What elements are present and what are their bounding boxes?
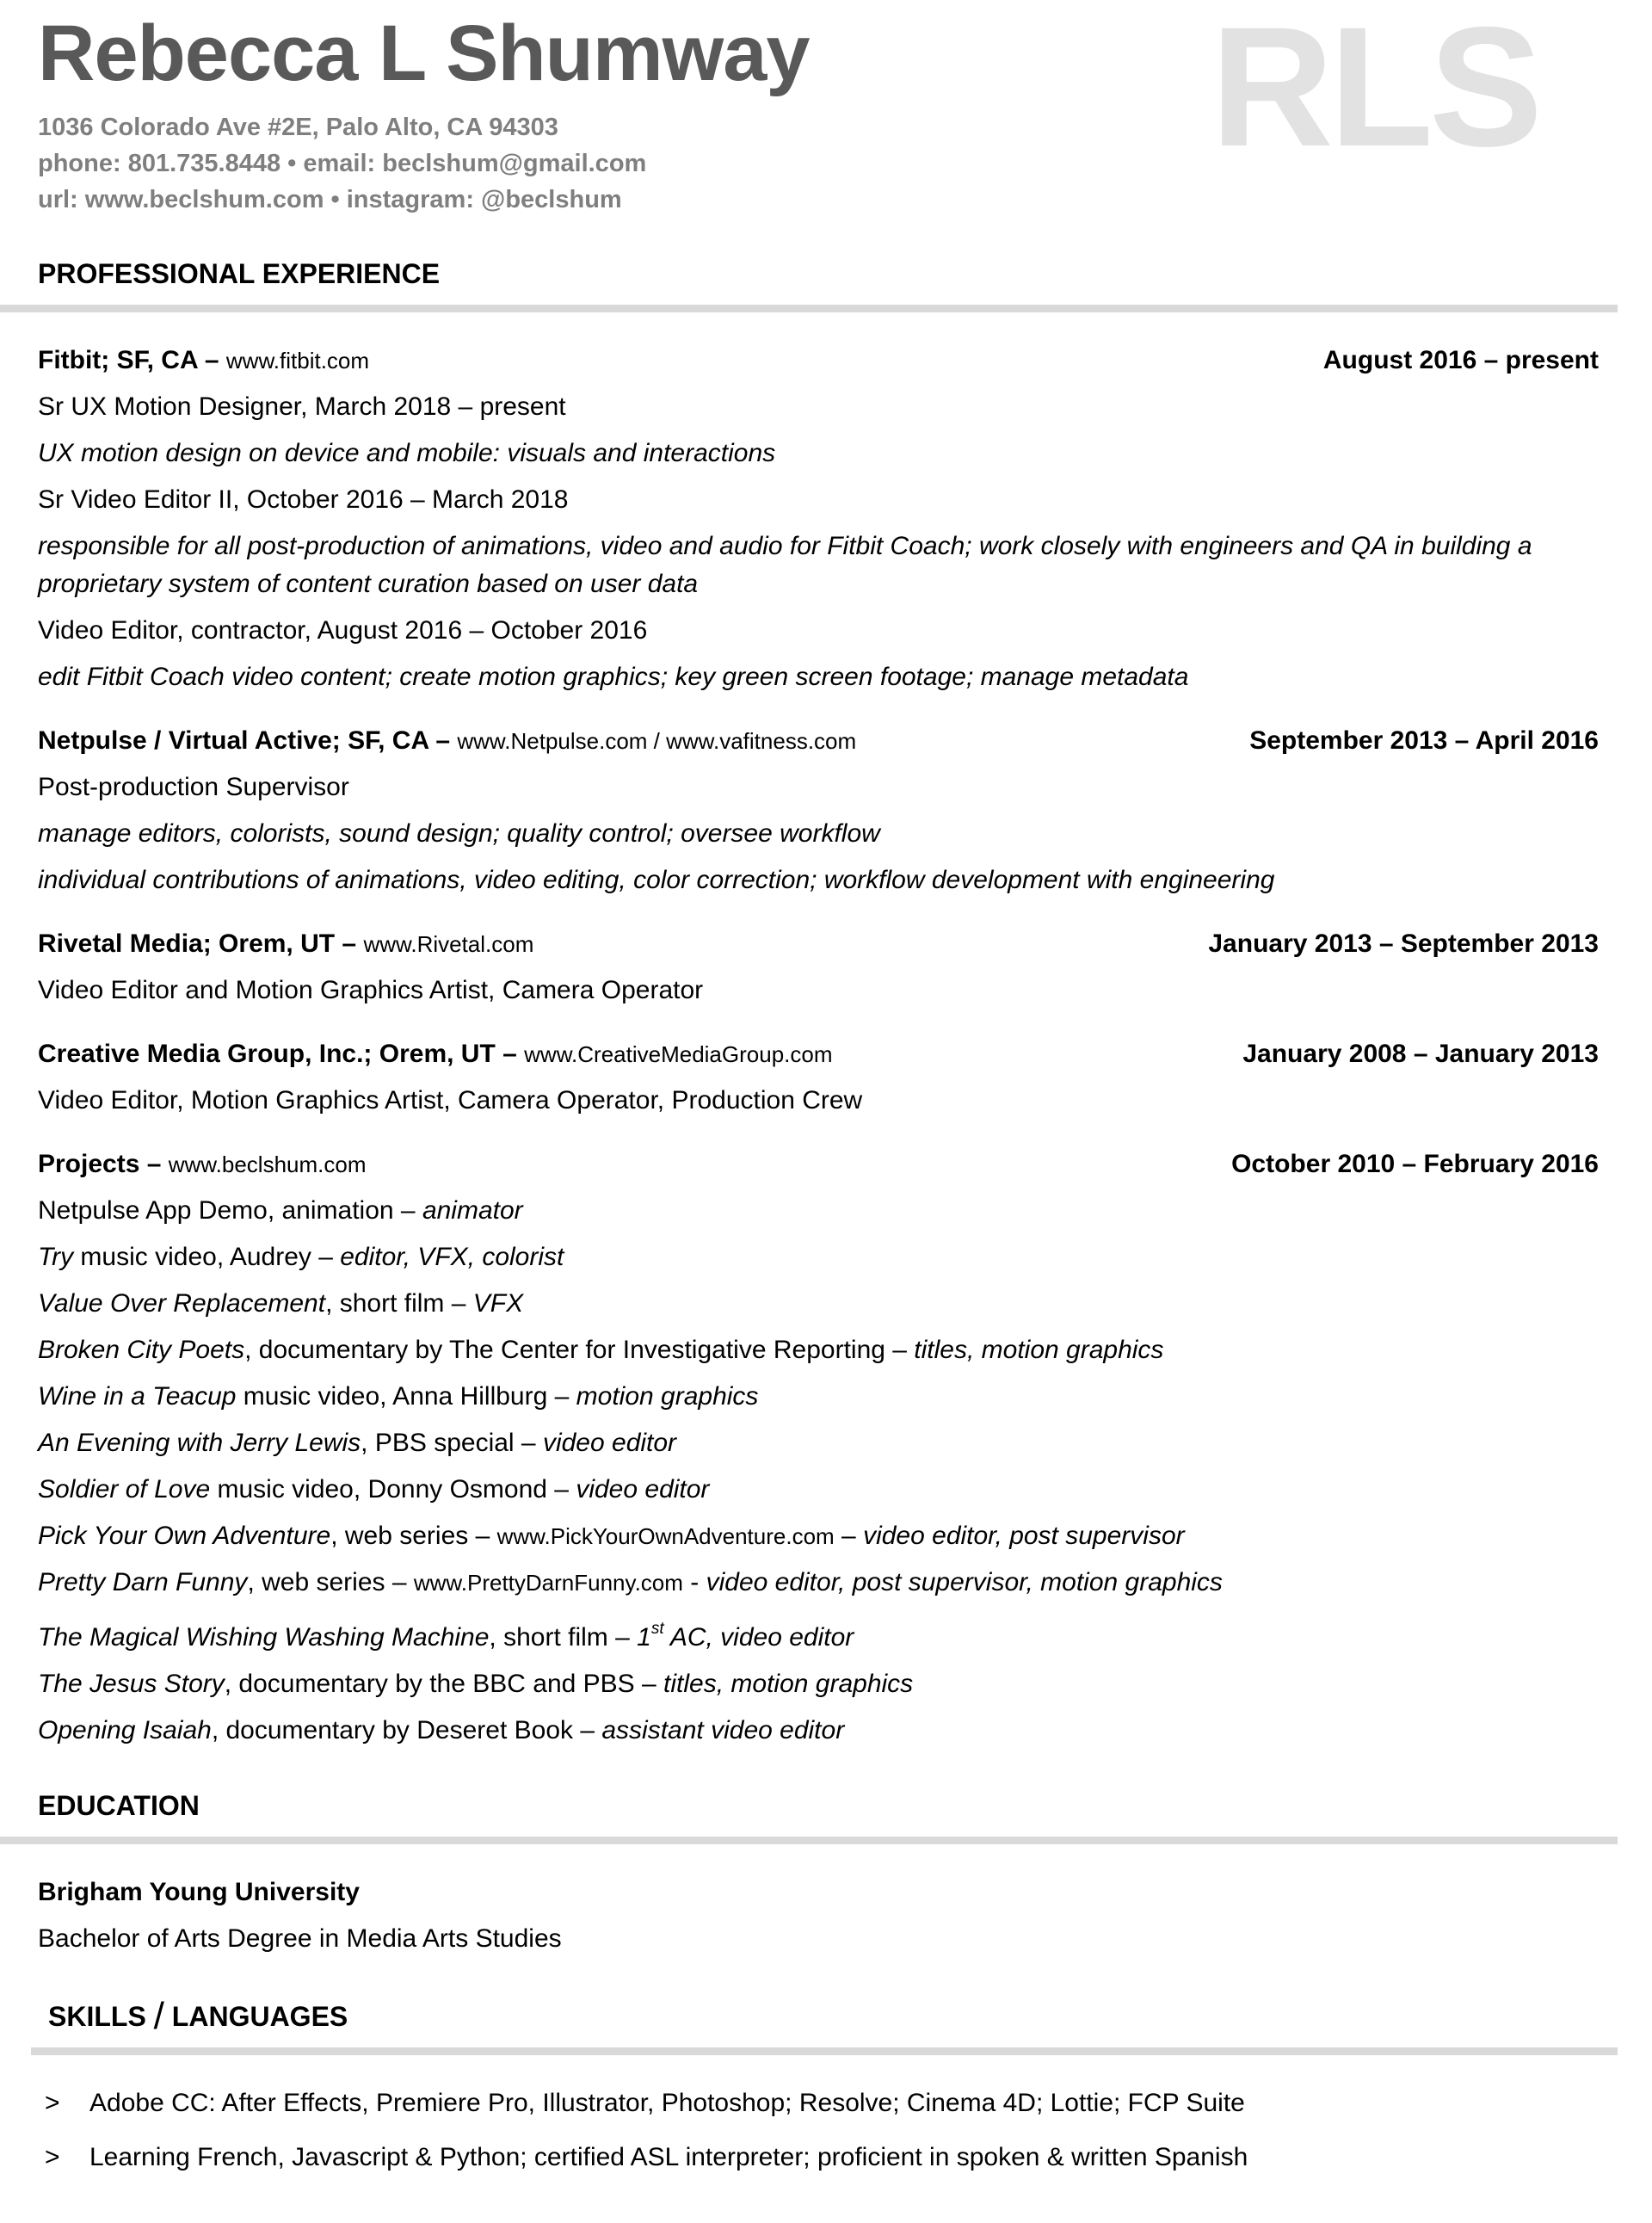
section-education [38, 1789, 1618, 1958]
text-segment: video editor [542, 1428, 677, 1457]
resume-line [38, 528, 1587, 603]
contact-url-instagram: url: www.beclshum.com • instagram: @beclshum [38, 185, 622, 213]
text-segment: - [682, 1567, 706, 1596]
text-segment: SKILLS [48, 2000, 154, 2032]
text-segment: www.CreativeMediaGroup.com [524, 1040, 833, 1067]
section-divider [0, 1837, 1618, 1844]
resume-line [38, 1665, 1587, 1703]
text-segment: Bachelor of Arts Degree in Media Arts Studies [38, 1924, 562, 1953]
resume-line [38, 815, 1587, 853]
text-segment: music video, Audrey – [73, 1242, 341, 1271]
text-segment: Sr UX Motion Designer, March 2018 – present [38, 392, 566, 421]
text-segment: , short film – [489, 1622, 638, 1652]
resume-entry [38, 722, 1618, 899]
text-segment: individual contributions of animations, video editing, color correction; workflow development with engineering [38, 865, 1275, 894]
text-segment: Creative Media Group, Inc.; Orem, UT – [38, 1039, 525, 1068]
text-segment: Video Editor and Motion Graphics Artist, Camera Operator [38, 975, 704, 1004]
entry-dates: January 2008 – January 2013 [1242, 1039, 1599, 1068]
text-segment: editor, VFX, colorist [340, 1242, 564, 1271]
text-segment: www.Netpulse.com / www.vafitness.com [457, 727, 857, 754]
text-segment: AC, video editor [663, 1622, 854, 1652]
section-divider [0, 305, 1618, 312]
resume-line [38, 481, 1587, 519]
section-heading [38, 1789, 1618, 1822]
text-segment: The Jesus Story [38, 1669, 225, 1698]
entry-company [38, 925, 533, 963]
text-segment: Sr Video Editor II, October 2016 – March 2018 [38, 485, 569, 514]
text-segment: EDUCATION [38, 1789, 200, 1821]
text-segment: video editor, post supervisor [863, 1521, 1185, 1550]
section-skills-languages [38, 1994, 1618, 2177]
text-segment: responsible for all post-production of animations, video and audio for Fitbit Coach; work closely with engineers and QA in building a proprietary system of content curation based on user data [38, 531, 1532, 598]
text-segment: assistant video editor [601, 1715, 845, 1744]
section-heading [38, 257, 1618, 290]
text-segment: , web series – [247, 1567, 414, 1596]
text-segment: www.PickYourOwnAdventure.com [496, 1522, 835, 1549]
text-segment: edit Fitbit Coach video content; create motion graphics; key green screen footage; manage metadata [38, 662, 1189, 691]
resume-line [38, 1564, 1587, 1602]
resume-entry [38, 1145, 1618, 1750]
entry-company [38, 342, 369, 380]
entry-header [38, 722, 1618, 760]
entry-company [38, 1874, 360, 1911]
resume-line [38, 1331, 1587, 1369]
text-segment: Soldier of Love [38, 1474, 211, 1504]
text-segment: The Magical Wishing Washing Machine [38, 1622, 490, 1652]
section-entries [38, 2084, 1618, 2177]
entry-company [38, 722, 856, 760]
resume-line [38, 1378, 1587, 1416]
text-segment: , short film – [325, 1288, 473, 1318]
resume-entry [38, 1035, 1618, 1120]
entry-dates: October 2010 – February 2016 [1231, 1149, 1599, 1178]
text-segment: motion graphics [576, 1381, 759, 1411]
resume-line [38, 658, 1587, 696]
text-segment: Post-production Supervisor [38, 772, 349, 801]
monogram-watermark: RLS [1211, 0, 1538, 182]
resume-line [38, 1238, 1587, 1276]
bullet-glyph: > [45, 2088, 60, 2117]
resume-entry [38, 925, 1618, 1010]
text-segment: Value Over Replacement [38, 1288, 326, 1318]
text-segment: Opening Isaiah [38, 1715, 212, 1744]
entry-company [38, 1035, 833, 1073]
text-segment: / [153, 1994, 164, 2037]
text-segment: PROFESSIONAL EXPERIENCE [38, 257, 441, 289]
text-segment: animator [422, 1195, 523, 1225]
text-segment: Rivetal Media; Orem, UT – [38, 929, 364, 958]
resume-line [38, 1610, 1587, 1657]
text-segment: , web series – [330, 1521, 497, 1550]
resume-line [38, 1517, 1587, 1555]
text-segment: Video Editor, contractor, August 2016 – October 2016 [38, 615, 648, 645]
section-entries [38, 1874, 1618, 1958]
text-segment: Pick Your Own Adventure [38, 1521, 331, 1550]
text-segment: Adobe CC: After Effects, Premiere Pro, Illustrator, Photoshop; Resolve; Cinema 4D; Lottie; FCP Suite [89, 2088, 1245, 2117]
text-segment: Wine in a Teacup [38, 1381, 237, 1411]
entry-header [38, 1035, 1618, 1073]
text-segment: titles, motion graphics [914, 1335, 1164, 1364]
text-segment: Video Editor, Motion Graphics Artist, Camera Operator, Production Crew [38, 1085, 863, 1115]
resume-line [38, 2084, 1618, 2122]
text-segment: video editor, post supervisor, motion graphics [706, 1567, 1223, 1596]
entry-header [38, 342, 1618, 380]
text-segment: , PBS special – [361, 1428, 543, 1457]
resume-line [38, 435, 1587, 472]
resume-line [38, 1712, 1587, 1750]
resume-line [38, 1082, 1587, 1120]
bullet-text [89, 2084, 1618, 2122]
text-segment: www.Rivetal.com [363, 930, 534, 957]
resume-line [38, 612, 1587, 650]
entry-dates: January 2013 – September 2013 [1208, 929, 1599, 958]
section-heading [38, 1994, 1618, 2037]
resume-line [38, 1471, 1587, 1509]
text-segment: video editor [576, 1474, 710, 1504]
bullet-text [89, 2139, 1618, 2177]
resume-line [38, 388, 1587, 426]
text-segment: Learning French, Javascript & Python; certified ASL interpreter; proficient in spoken & written Spanish [89, 2142, 1248, 2171]
text-segment: , documentary by the BBC and PBS – [224, 1669, 664, 1698]
text-segment: titles, motion graphics [663, 1669, 914, 1698]
text-segment: Brigham Young University [38, 1877, 360, 1906]
section-divider [31, 2047, 1618, 2055]
text-segment: www.beclshum.com [168, 1151, 367, 1177]
text-segment: www.PrettyDarnFunny.com [413, 1569, 683, 1596]
entry-header [38, 925, 1618, 963]
text-segment: Fitbit; SF, CA – [38, 345, 226, 374]
person-name: Rebecca L Shumway [38, 9, 810, 97]
text-segment: LANGUAGES [163, 2000, 348, 2032]
entry-dates: August 2016 – present [1322, 345, 1599, 374]
contact-phone-email: phone: 801.735.8448 • email: beclshum@gmail.com [38, 149, 647, 177]
resume-line [38, 1192, 1587, 1230]
text-segment: An Evening with Jerry Lewis [38, 1428, 361, 1457]
text-segment: Broken City Poets [38, 1335, 245, 1364]
text-segment: manage editors, colorists, sound design; quality control; oversee workflow [38, 818, 880, 848]
text-segment: www.fitbit.com [225, 347, 370, 374]
section-professional-experience [38, 257, 1618, 1750]
resume-entry [38, 2084, 1618, 2177]
entry-dates: September 2013 – April 2016 [1249, 726, 1599, 755]
resume-sections [38, 257, 1618, 2177]
text-segment: music video, Donny Osmond – [210, 1474, 576, 1504]
text-segment: Pretty Darn Funny [38, 1567, 248, 1596]
text-segment: Projects – [38, 1149, 169, 1178]
resume-line [38, 861, 1587, 899]
resume-line [38, 972, 1587, 1010]
entry-header [38, 1874, 1618, 1911]
text-segment: 1 [637, 1622, 651, 1652]
entry-company [38, 1145, 366, 1183]
text-segment: music video, Anna Hillburg – [236, 1381, 576, 1411]
resume-line [38, 1285, 1587, 1323]
contact-address: 1036 Colorado Ave #2E, Palo Alto, CA 94303 [38, 113, 558, 141]
text-segment: UX motion design on device and mobile: visuals and interactions [38, 438, 776, 467]
text-segment: Netpulse App Demo, animation – [38, 1195, 422, 1225]
resume-entry [38, 1874, 1618, 1958]
resume-line [38, 2139, 1618, 2177]
section-entries [38, 342, 1618, 1750]
resume-line [38, 1920, 1587, 1958]
text-segment: – [834, 1521, 864, 1550]
resume-line [38, 1424, 1587, 1462]
text-segment: , documentary by Deseret Book – [211, 1715, 602, 1744]
entry-header [38, 1145, 1618, 1183]
text-segment: Try [38, 1242, 74, 1271]
resume-entry [38, 342, 1618, 696]
text-segment: , documentary by The Center for Investigative Reporting – [244, 1335, 915, 1364]
text-segment: st [650, 1619, 664, 1638]
resume-line [38, 769, 1587, 806]
bullet-glyph: > [45, 2142, 60, 2171]
text-segment: Netpulse / Virtual Active; SF, CA – [38, 726, 458, 755]
text-segment: VFX [472, 1288, 524, 1318]
